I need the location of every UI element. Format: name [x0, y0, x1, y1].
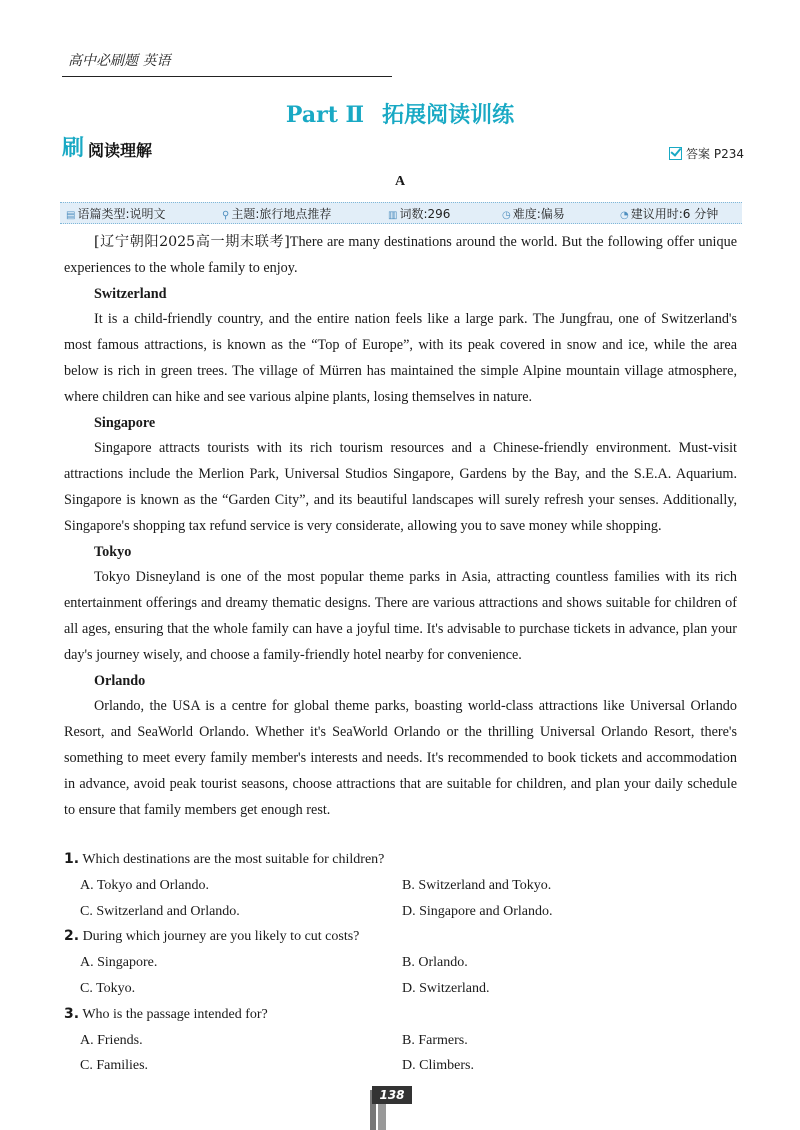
q2-option-b: B. Orlando.: [402, 955, 468, 971]
info-type: ▤ 语篇类型:说明文: [66, 207, 166, 221]
checkbox-icon: [669, 147, 682, 160]
section-label: 阅读理解: [88, 140, 153, 160]
section-heading-tokyo: Tokyo: [94, 543, 132, 560]
section-heading-singapore: Singapore: [94, 414, 156, 431]
q1-option-b: B. Switzerland and Tokyo.: [402, 877, 552, 893]
questions: [64, 847, 744, 1079]
section-heading-switzerland: Switzerland: [94, 285, 167, 302]
section-text-switzerland: It is a child-friendly country, and the entire nation feels like a large park. The Jungfrau, one of Switzerland's most famous attractions, is known as the “Top of Europe”, with its peak covered in snow and ice, while the area below is rich in green trees. The village of Mürren has maintained the simple Alpine mountain village atmosphere, where children can hike and see various alpine plants, losing themselves in nature.: [64, 311, 737, 405]
q3-option-b: B. Farmers.: [402, 1032, 468, 1048]
q1-option-d: D. Singapore and Orlando.: [402, 903, 553, 919]
question-2: 2. During which journey are you likely to cut costs?: [64, 928, 360, 945]
info-topic: ⚲ 主题:旅行地点推荐: [222, 207, 332, 221]
document-icon: ▤: [66, 210, 76, 221]
info-difficulty: ◷ 难度:偏易: [502, 207, 565, 221]
passage-info-bar: [60, 202, 742, 224]
q3-option-a: A. Friends.: [80, 1032, 143, 1048]
source-tag: [辽宁朝阳2025高一期末联考]: [94, 234, 290, 250]
section-heading: [62, 136, 152, 162]
q2-option-c: C. Tokyo.: [80, 980, 136, 996]
q1-option-c: C. Switzerland and Orlando.: [80, 903, 240, 919]
intro-text: There are many destinations around the world. But the following offer unique experiences to the whole family to enjoy.: [64, 234, 737, 276]
q3-option-d: D. Climbers.: [402, 1058, 474, 1074]
page-number-block: [370, 1086, 412, 1130]
part-title: [0, 98, 800, 129]
brush-mark-icon: 刷: [62, 136, 85, 161]
q1-option-a: A. Tokyo and Orlando.: [80, 877, 210, 893]
decor-bar: [378, 1102, 386, 1130]
passage-letter: A: [394, 174, 406, 189]
info-word-count: ▥ 词数:296: [388, 207, 451, 221]
part-name: 拓展阅读训练: [382, 102, 515, 128]
info-time: ◔ 建议用时:6 分钟: [620, 207, 719, 221]
magnifier-icon: ⚲: [222, 210, 230, 221]
q3-option-c: C. Families.: [80, 1058, 149, 1074]
section-text-tokyo: Tokyo Disneyland is one of the most popular theme parks in Asia, attracting countless families with its rich entertainment offerings and dreamy thematic designs. There are various attractions and shows suitable for children of all ages, ensuring that the whole family can have a joyful time. It's advisable to purchase tickets in advance, plan your day's journey wisely, and choose a family-friendly hotel nearby for convenience.: [64, 569, 737, 663]
question-3: 3. Who is the passage intended for?: [64, 1005, 268, 1022]
answer-reference: [669, 145, 744, 162]
q2-option-a: A. Singapore.: [80, 955, 158, 971]
clock-icon: ◔: [620, 210, 629, 221]
count-icon: ▥: [388, 210, 398, 221]
page-number: 138: [372, 1086, 412, 1104]
passage-body: [64, 230, 737, 823]
section-text-singapore: Singapore attracts tourists with its rich tourism resources and a Chinese-friendly environment. Must-visit attractions include the Merlion Park, Universal Studios Singapore, Gardens by the Bay, and the S.E.A. Aquarium. Singapore is known as the “Garden City”, and its beautiful landscapes will surely refresh your senses. Additionally, Singapore's shopping tax refund service is very considerate, allowing you to save money while shopping.: [64, 440, 737, 534]
question-1: 1. Which destinations are the most suitable for children?: [64, 851, 385, 867]
q2-option-d: D. Switzerland.: [402, 980, 490, 996]
gauge-icon: ◷: [502, 210, 511, 221]
answer-page: 答案 P234: [686, 147, 744, 161]
running-title: 高中必刷题 英语: [68, 53, 171, 69]
intro-paragraph: [64, 230, 737, 282]
part-label: Part Ⅱ: [285, 102, 365, 128]
section-text-orlando: Orlando, the USA is a centre for global theme parks, boasting world-class attractions like Universal Orlando Resort, and SeaWorld Orlando. Whether it's SeaWorld Orlando or the thrilling Universal Orlando Resort, there's something to meet every family member's interests and needs. It's recommended to book tickets and accommodation in advance, avoid peak tourist seasons, choose attractions that are suitable for children, and plan your daily schedule to ensure that family members get enough rest.: [64, 698, 737, 818]
running-header: [62, 44, 392, 77]
section-heading-orlando: Orlando: [94, 672, 146, 689]
